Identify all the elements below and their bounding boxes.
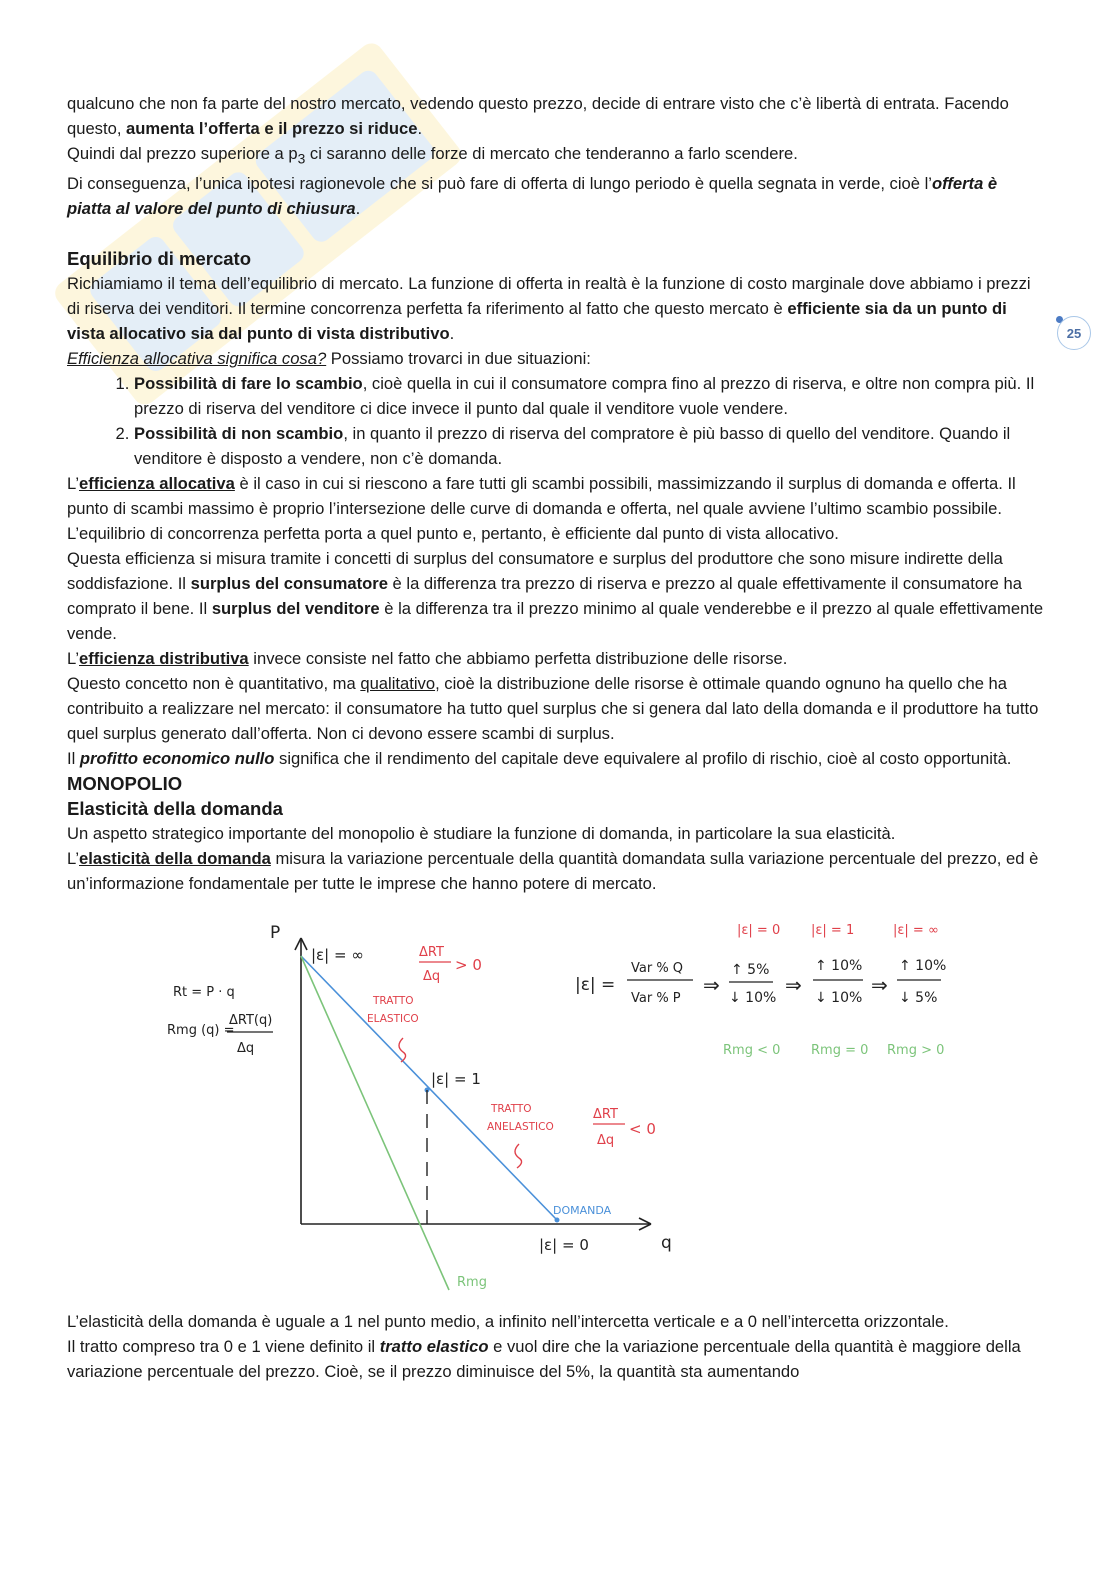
subscript: 3 <box>297 150 306 167</box>
column-head: |ε| = 0 <box>737 923 781 939</box>
column-head: |ε| = 1 <box>811 923 855 939</box>
paragraph <box>67 271 1045 346</box>
tratto-anelastico-label: ANELASTICO <box>487 1121 554 1134</box>
text: . <box>355 199 361 219</box>
text: L’ <box>67 474 79 494</box>
rmg-definition: Rmg (q) = <box>167 1023 235 1039</box>
paragraph <box>67 846 1045 896</box>
paragraph <box>67 471 1045 546</box>
text: significa che il rendimento del capitale deve equivalere al profilo di rischio, cioè al costo opportunità. <box>274 749 1012 769</box>
paragraph <box>67 1334 1045 1384</box>
demand-line <box>301 956 557 1220</box>
section-heading-equilibrio: Equilibrio di mercato <box>67 248 251 270</box>
text: . <box>417 119 423 138</box>
demand-label: DOMANDA <box>553 1204 612 1218</box>
text: è la differenza tra il prezzo minimo al quale venderebbe e il prezzo al quale effettivamente vende. <box>67 599 1044 644</box>
bold-underlined-text: efficienza allocativa <box>79 474 235 494</box>
curly-arrow-icon <box>515 1144 522 1168</box>
bold-italic-text: profitto economico nullo <box>79 749 275 769</box>
bold-text: surplus del consumatore <box>190 574 388 594</box>
column-head: |ε| = ∞ <box>893 923 939 939</box>
bold-underlined-text: efficienza distributiva <box>79 649 249 669</box>
paragraph <box>67 546 1045 646</box>
tratto-elastico-label: TRATTO <box>373 995 414 1008</box>
bold-italic-text: tratto elastico <box>379 1337 489 1357</box>
text: , in quanto il prezzo di riserva del compratore è più basso di quello del venditore. Quando il venditore è disposto a vendere, non c’è domanda. <box>134 424 1011 469</box>
text: è il caso in cui si riescono a fare tutti gli scambi possibili, massimizzando il surplus di domanda e offerta. Il punto di scambi massimo è proprio l’intersezione delle curve di domanda e offerta, nel quale avviene l’ultimo scambio possibile. L’equilibrio di concorrenza perfetta porta a quel punto e, pertanto, è efficiente dal punto di vista allocativo. <box>67 474 1016 544</box>
bold-text: Possibilità di fare lo scambio <box>134 374 363 394</box>
list-item <box>134 421 1045 471</box>
text: Questa efficienza si misura tramite i concetti di surplus del consumatore e surplus del produttore che sono misure indirette della soddisfazione. Il <box>67 549 1003 594</box>
column-denominator: ↓ 10% <box>815 990 863 1007</box>
text: invece consiste nel fatto che abbiamo perfetta distribuzione delle risorse. <box>248 649 788 669</box>
elasticity-one-label: |ε| = 1 <box>431 1070 481 1089</box>
column-foot: Rmg < 0 <box>723 1043 781 1059</box>
bold-text: surplus del venditore <box>211 599 380 619</box>
bold-text: Possibilità di non scambio <box>134 424 344 444</box>
column-numerator: ↑ 5% <box>731 962 770 979</box>
paragraph <box>67 91 1045 141</box>
delta-rt-label: ΔRT <box>419 945 444 961</box>
tratto-elastico-label: ELASTICO <box>367 1013 419 1026</box>
text: . <box>449 324 455 344</box>
column-foot: Rmg = 0 <box>811 1043 869 1059</box>
positive-sign-label: > 0 <box>455 956 482 975</box>
intercept-dot <box>555 1218 560 1223</box>
italic-underlined-text: Efficienza allocativa significa cosa? <box>67 349 327 369</box>
text: L’ <box>67 649 79 669</box>
elasticity-formula-lhs: |ε| = <box>575 975 616 996</box>
elasticity-figure <box>67 908 1045 1303</box>
text: , cioè la distribuzione delle risorse è ottimale quando ognuno ha quello che ha contribuito a realizzare nel mercato: il consumatore ha tutto quel surplus che si genera dal lato della domanda e il produttore ha tutto quel surplus generato dall’offerta. Non ci devono essere scambi di surplus. <box>67 674 1039 744</box>
column-foot: Rmg > 0 <box>887 1043 945 1059</box>
y-axis-arrowhead <box>301 938 307 950</box>
x-axis-arrowhead <box>639 1218 651 1224</box>
bold-text: aumenta l’offerta e il prezzo si riduce <box>126 119 418 138</box>
paragraph <box>67 671 1045 746</box>
paragraph <box>67 646 1045 671</box>
negative-sign-label: < 0 <box>629 1120 656 1139</box>
text: L’ <box>67 849 79 869</box>
delta-q-label: Δq <box>423 969 441 985</box>
section-heading-monopolio: MONOPOLIO <box>67 773 183 795</box>
text: Possiamo trovarci in due situazioni: <box>326 349 591 369</box>
text: Quindi dal prezzo superiore a p <box>67 144 298 163</box>
paragraph: L’elasticità della domanda è uguale a 1 nel punto medio, a infinito nell’intercetta verticale e a 0 nell’intercetta orizzontale. <box>67 1312 949 1332</box>
paragraph <box>67 141 1045 171</box>
paragraph <box>67 171 1045 221</box>
y-axis-arrowhead <box>295 938 301 950</box>
text: e vuol dire che la variazione percentuale della quantità è maggiore della variazione percentuale del prezzo. Cioè, se il prezzo diminuisce del 5%, la quantità sta aumentando <box>67 1337 1021 1382</box>
rmg-denominator: Δq <box>237 1041 255 1057</box>
rmg-label: Rmg <box>457 1275 487 1291</box>
implies-arrow-icon: ⇒ <box>785 973 802 998</box>
document-body <box>67 91 1045 1384</box>
paragraph <box>67 746 1045 771</box>
rmg-numerator: ΔRT(q) <box>229 1013 273 1029</box>
underlined-text: qualitativo <box>360 674 436 694</box>
subsection-heading-elasticita: Elasticità della domanda <box>67 798 283 820</box>
formula-numerator: Var % Q <box>631 961 684 977</box>
page-number: 25 <box>1066 325 1082 341</box>
axis-label-q: q <box>661 1233 672 1254</box>
column-numerator: ↑ 10% <box>815 958 863 975</box>
implies-arrow-icon: ⇒ <box>703 973 720 998</box>
delta-q-label: Δq <box>597 1133 615 1149</box>
text: Questo concetto non è quantitativo, ma <box>67 674 361 694</box>
text: è la differenza tra prezzo di riserva e prezzo al quale effettivamente il consumatore ha comprato il bene. Il <box>67 574 1022 619</box>
tratto-anelastico-label: TRATTO <box>491 1103 532 1116</box>
text: Richiamiamo il tema dell’equilibrio di mercato. La funzione di offerta in realtà è la funzione di costo marginale dove abbiamo i prezzi di riserva dei venditori. Il termine concorrenza perfetta fa riferimento al fatto che questo mercato è <box>67 274 1031 319</box>
column-numerator: ↑ 10% <box>899 958 947 975</box>
delta-rt-label: ΔRT <box>593 1107 618 1123</box>
bold-italic-text: offerta è piatta al valore del punto di chiusura <box>67 174 998 219</box>
implies-arrow-icon: ⇒ <box>871 973 888 998</box>
text: qualcuno che non fa parte del nostro mercato, vedendo questo prezzo, decide di entrare visto che c’è libertà di entrata. Facendo questo, <box>67 94 1009 138</box>
elasticity-zero-label: |ε| = 0 <box>539 1236 589 1255</box>
text: misura la variazione percentuale della quantità domandata sulla variazione percentuale del prezzo, ed è un’informazione fondamentale per tutte le imprese che hanno potere di mercato. <box>67 849 1039 894</box>
x-axis-arrowhead <box>639 1224 651 1230</box>
elasticity-infinite-label: |ε| = ∞ <box>311 946 364 965</box>
formula-denominator: Var % P <box>631 991 681 1007</box>
text: Il <box>67 749 80 769</box>
rt-definition: Rt = P · q <box>173 985 235 1001</box>
text: , cioè quella in cui il consumatore compra fino al prezzo di riserva, e oltre non compra più. Il prezzo di riserva del venditore ci dice invece il punto dal quale il venditore vuole vendere. <box>134 374 1035 419</box>
text: Il tratto compreso tra 0 e 1 viene definito il <box>67 1337 380 1357</box>
list-item <box>134 371 1045 421</box>
text: Di conseguenza, l’unica ipotesi ragionevole che si può fare di offerta di lungo periodo è quella segnata in verde, cioè l’ <box>67 174 932 194</box>
bold-text: efficiente sia da un punto di vista allocativo sia dal punto di vista distributivo <box>67 299 1007 344</box>
page-number-badge <box>1057 316 1091 350</box>
bold-underlined-text: elasticità della domanda <box>79 849 271 869</box>
axis-label-p: P <box>270 923 281 944</box>
column-denominator: ↓ 5% <box>899 990 938 1007</box>
paragraph: Un aspetto strategico importante del monopolio è studiare la funzione di domanda, in particolare la sua elasticità. <box>67 824 896 844</box>
paragraph <box>67 346 1045 371</box>
text: ci saranno delle forze di mercato che tenderanno a farlo scendere. <box>305 144 798 163</box>
numbered-list <box>67 371 1045 471</box>
elasticity-diagram <box>67 908 1045 1303</box>
column-denominator: ↓ 10% <box>729 990 777 1007</box>
